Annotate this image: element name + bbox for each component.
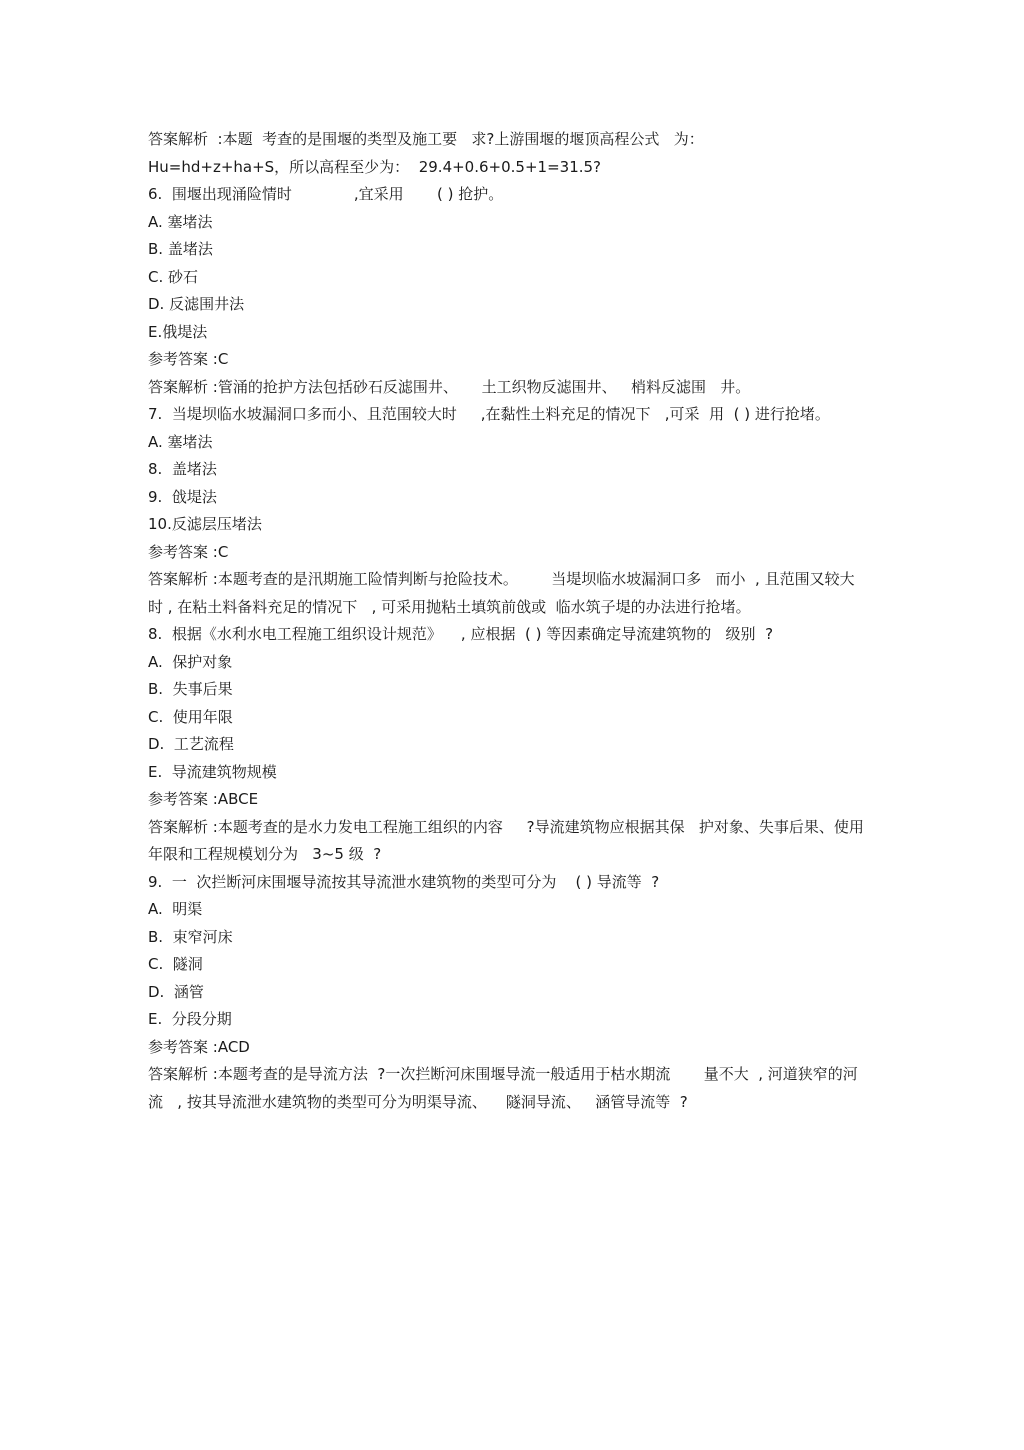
q6-reference-answer: 参考答案 :C [148, 350, 229, 368]
question-9: 9. 一 次拦断河床围堰导流按其导流泄水建筑物的类型可分为 ( ) 导流等 ? [148, 872, 660, 891]
q9-option-b: B. 束窄河床 [148, 927, 233, 946]
question-8: 8. 根据《水利水电工程施工组织设计规范》 , 应根据 ( ) 等因素确定导流建筑物的 级别 ? [148, 625, 774, 643]
q8-option-a: A. 保护对象 [148, 652, 233, 671]
q6-option-c: C. 砂石 [148, 267, 199, 286]
q7-option-9: 9. 戗堤法 [148, 487, 217, 506]
q6-option-a: A. 塞堵法 [148, 212, 213, 231]
q8-option-d: D. 工艺流程 [148, 735, 234, 753]
q6-option-d: D. 反滤围井法 [148, 295, 245, 313]
q9-option-c: C. 隧洞 [148, 955, 203, 973]
formula-line: Hu=hd+z+ha+S，所以高程至少为： 29.4+0.6+0.5+1=31.5? [148, 157, 602, 176]
q9-option-a: A. 明渠 [148, 900, 203, 918]
q6-option-e: E.俄堤法 [148, 322, 208, 341]
document-body [148, 126, 868, 1116]
question-6: 6. 围堰出现涌险情时 ,宜采用 ( ) 抢护。 [148, 185, 504, 203]
q8-reference-answer: 参考答案 :ABCE [148, 790, 259, 808]
q7-option-a: A. 塞堵法 [148, 432, 213, 451]
q9-answer-analysis: 答案解析 :本题考查的是导流方法 ?一次拦断河床围堰导流一般适用于枯水期流 量不大 , 河道狭窄的河流 , 按其导流泄水建筑物的类型可分为明渠导流、 隧洞导流、 涵管导流等 ? [148, 1065, 858, 1111]
q7-option-10: 10.反滤层压堵法 [148, 515, 262, 533]
q7-option-8: 8. 盖堵法 [148, 460, 217, 478]
q8-option-e: E. 导流建筑物规模 [148, 762, 277, 781]
q6-answer-analysis: 答案解析 :管涌的抢护方法包括砂石反滤围井、 土工织物反滤围井、 梢料反滤围 井。 [148, 377, 751, 396]
q6-option-b: B. 盖堵法 [148, 240, 213, 258]
q9-reference-answer: 参考答案 :ACD [148, 1037, 250, 1056]
q9-option-d: D. 涵管 [148, 982, 204, 1001]
q9-option-e: E. 分段分期 [148, 1010, 232, 1028]
q8-option-b: B. 失事后果 [148, 680, 233, 698]
question-7: 7. 当堤坝临水坡漏洞口多而小、且范围较大时 ,在黏性土料充足的情况下 ,可采 用 ( ) 进行抢堵。 [148, 405, 830, 423]
q8-answer-analysis: 答案解析 :本题考查的是水力发电工程施工组织的内容 ?导流建筑物应根据其保 护对象、失事后果、使用年限和工程规模划分为 3~5 级 ? [148, 817, 864, 863]
answer-analysis-5: 答案解析 :本题 考查的是围堰的类型及施工要 求?上游围堰的堰顶高程公式 为： [148, 130, 704, 148]
q7-answer-analysis: 答案解析 :本题考查的是汛期施工险情判断与抢险技术。 当堤坝临水坡漏洞口多 而小 , 且范围又较大时 , 在粘土料备料充足的情况下 , 可采用抛粘土填筑前戗或 临水筑子堤的办法进行抢堵。 [148, 570, 855, 616]
q8-option-c: C. 使用年限 [148, 707, 233, 726]
q7-reference-answer: 参考答案 :C [148, 542, 229, 561]
